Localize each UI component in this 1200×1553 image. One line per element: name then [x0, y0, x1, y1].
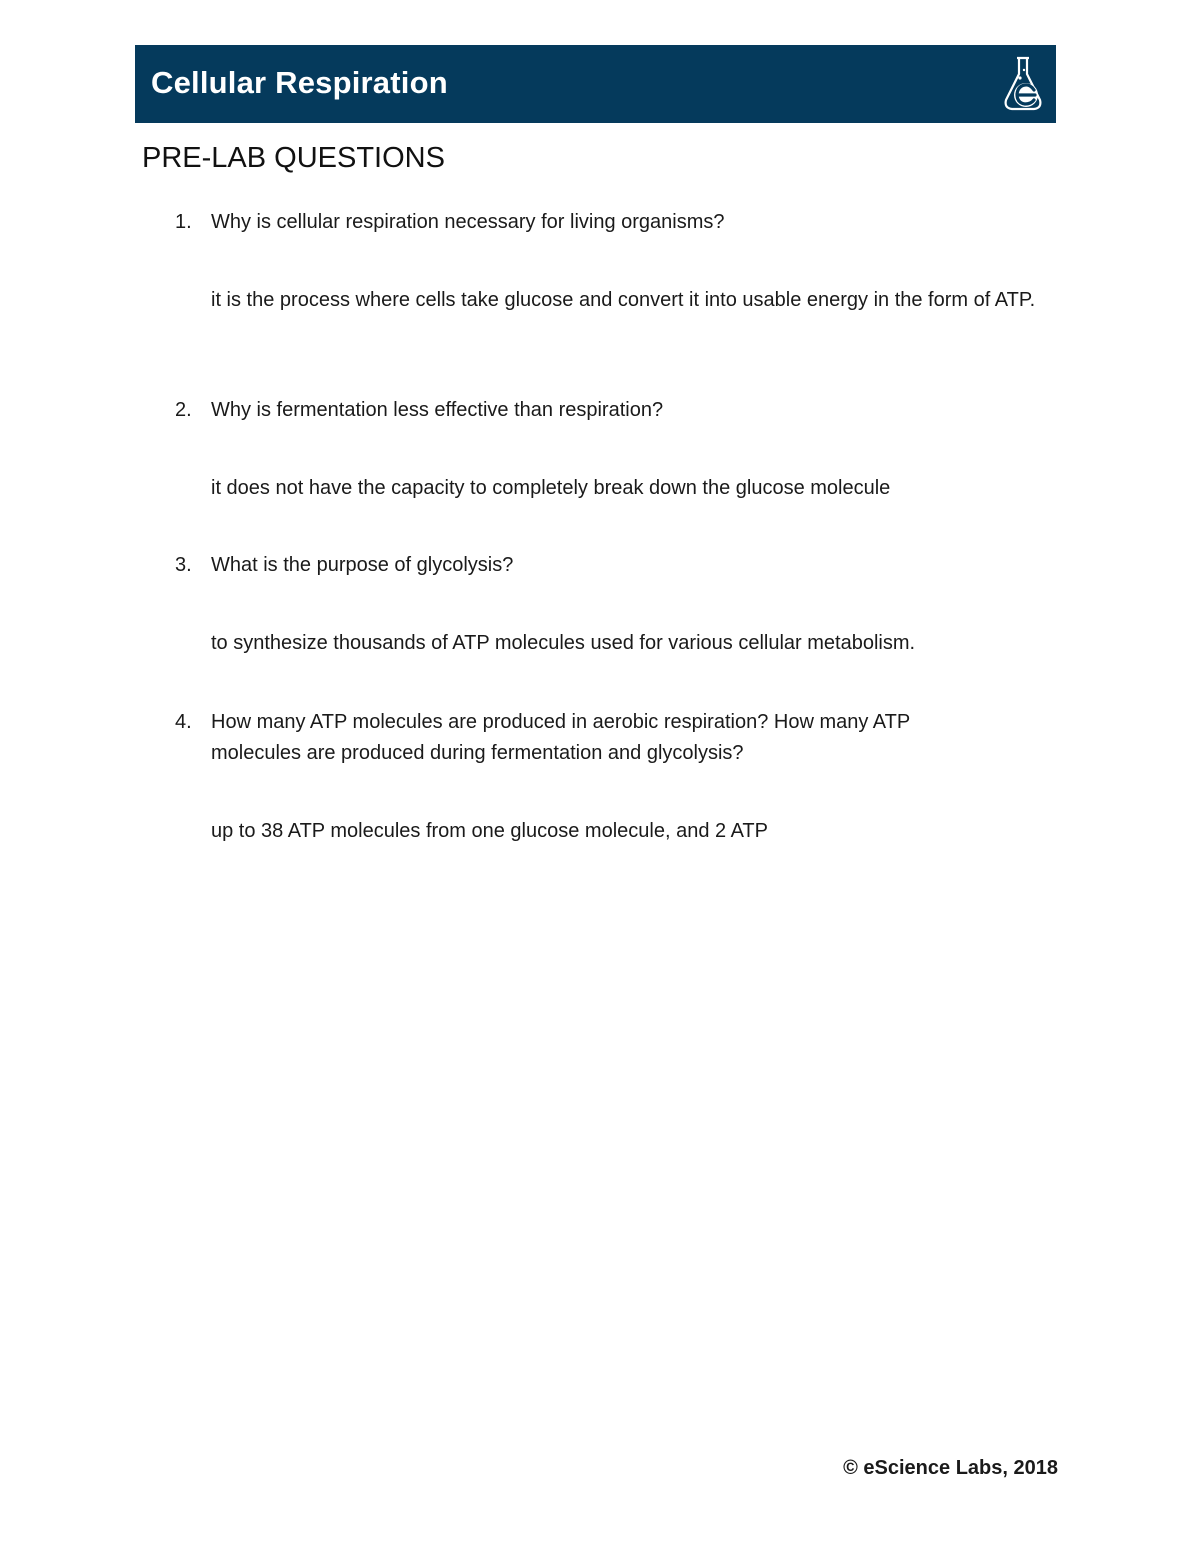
question-text: Why is fermentation less effective than respiration? — [211, 399, 664, 421]
question-number: 4. — [175, 711, 192, 733]
page-title: Cellular Respiration — [151, 65, 448, 100]
question-text: How many ATP molecules are produced in aerobic respiration? How many ATP molecules are produced during fermentation and glycolysis? — [211, 711, 910, 764]
answer-text: it is the process where cells take glucose and convert it into usable energy in the form of ATP. — [211, 289, 1036, 311]
question-text: What is the purpose of glycolysis? — [211, 554, 514, 576]
answer-text: up to 38 ATP molecules from one glucose molecule, and 2 ATP — [211, 820, 768, 842]
answer-text: it does not have the capacity to completely break down the glucose molecule — [211, 477, 891, 499]
copyright-footer: © eScience Labs, 2018 — [843, 1457, 1058, 1479]
answer-text: to synthesize thousands of ATP molecules used for various cellular metabolism. — [211, 632, 916, 654]
section-heading: PRE-LAB QUESTIONS — [142, 142, 445, 174]
question-number: 1. — [175, 211, 192, 233]
escience-flask-logo-icon — [1000, 54, 1046, 114]
question-number: 3. — [175, 554, 192, 576]
question-text: Why is cellular respiration necessary for living organisms? — [211, 211, 725, 233]
header-banner — [135, 45, 1056, 123]
question-number: 2. — [175, 399, 192, 421]
